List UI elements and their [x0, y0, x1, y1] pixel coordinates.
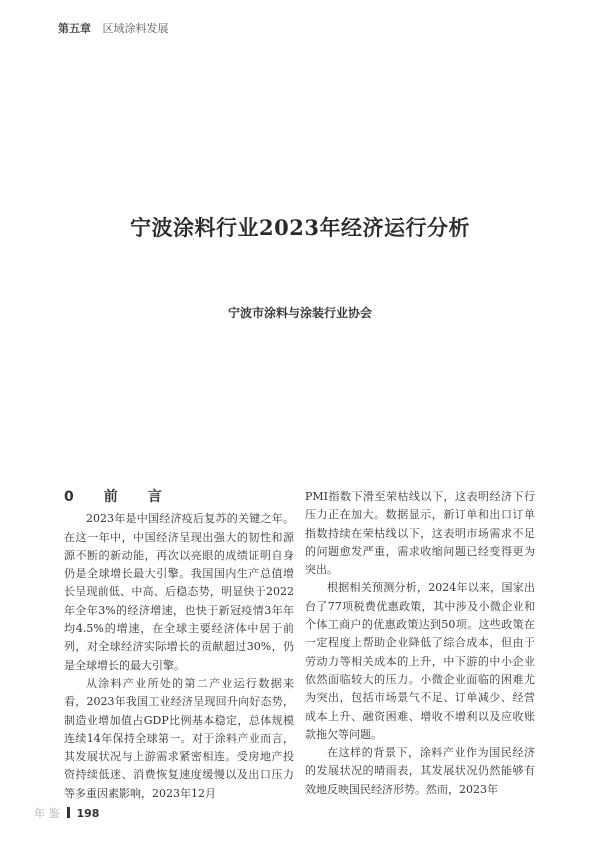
- paragraph: 根据相关预测分析，2024年以来，国家出台了77项税费优惠政策，其中涉及小微企业和个体工商户的优惠政策达到50项。这些政策在一定程度上帮助企业降低了综合成本，但由于劳动力等相关成本的上升，中下游的中小企业依然面临较大的压力。小微企业面临的困难尤为突出，包括市场景气不足、订单减少、经营成本上升、融资困难、增收不增利以及应收账款拖欠等问题。: [305, 581, 535, 741]
- section-heading: 0 前 言: [64, 489, 170, 505]
- right-column: [305, 488, 535, 799]
- yearbook-mark: 年 鉴: [34, 807, 60, 820]
- left-column: [64, 488, 294, 803]
- paragraph: 从涂料产业所处的第二产业运行数据来看，2023年我国工业经济呈现回升向好态势，制造业增加值占GDP比例基本稳定，总体规模连续14年保持全球第一。对于涂料产业而言，其发展状况与上游需求紧密相连。受房地产投资持续低迷、消费恢复速度缓慢以及出口压力等多重因素影响，2023年12月: [64, 676, 294, 800]
- footer-divider: [67, 807, 70, 818]
- section-label: 区域涂料发展: [102, 22, 169, 35]
- paragraph: 在这样的背景下，涂料产业作为国民经济的发展状况的晴雨表，其发展状况仍然能够有效地反映国民经济形势。然而，2023年: [305, 746, 535, 796]
- article-author: 宁波市涂料与涂装行业协会: [227, 306, 372, 320]
- page-footer: [34, 805, 99, 821]
- running-header: [58, 20, 169, 36]
- paragraph: 2023年是中国经济疫后复苏的关键之年。在这一年中，中国经济呈现出强大的韧性和源源不断的新动能，再次以亮眼的成绩证明自身仍是全球增长最大引擎。我国国内生产总值增长呈现前低、中高、后稳态势，明显快于2022年全年3%的经济增速，也快于新冠疫情3年年均4.5%的增速，在全球主要经济体中居于前列，对全球经济实际增长的贡献超过30%，仍是全球增长的最大引擎。: [64, 512, 294, 672]
- chapter-label: 第五章: [58, 22, 91, 35]
- article-title: 宁波涂料行业2023年经济运行分析: [130, 215, 470, 240]
- paragraph: PMI指数下滑至荣枯线以下，这表明经济下行压力正在加大。数据显示，新订单和出口订单指数持续在荣枯线以下，这表明市场需求不足的问题愈发严重，需求收缩问题已经变得更为突出。: [305, 490, 535, 577]
- page-number: 198: [76, 807, 100, 820]
